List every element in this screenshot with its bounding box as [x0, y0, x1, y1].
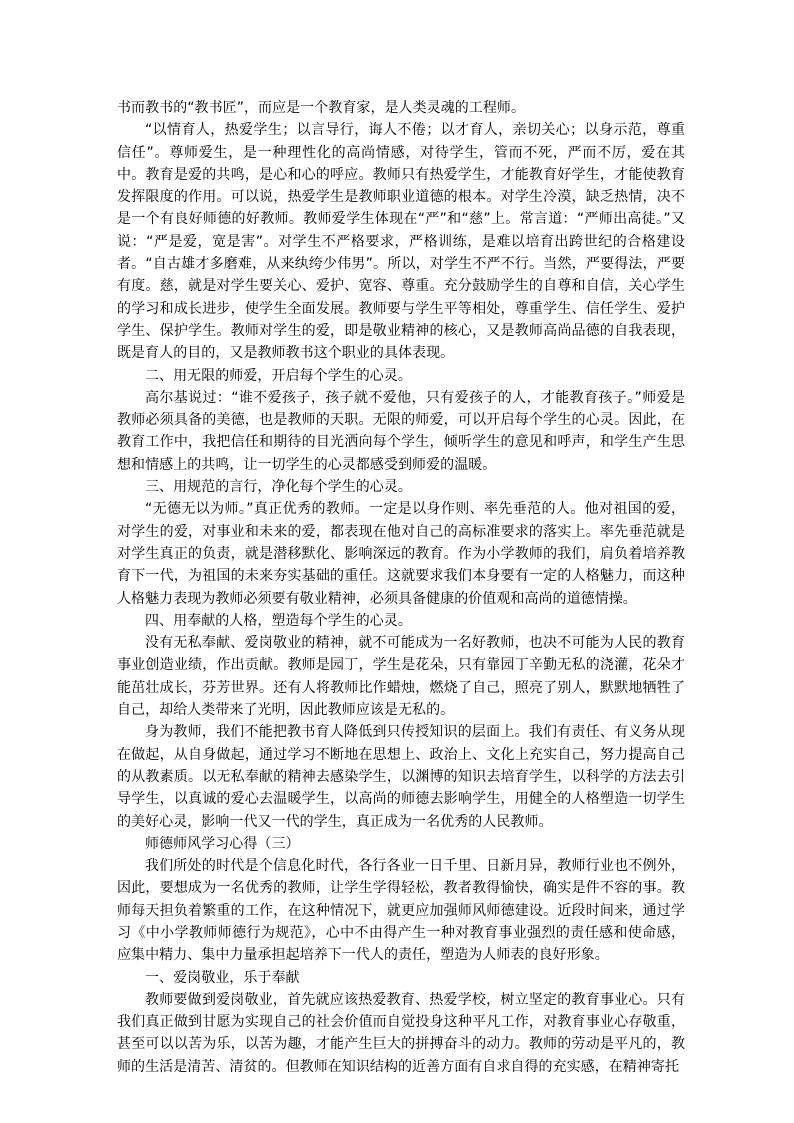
- paragraph-11: 我们所处的时代是个信息化时代，各行各业一日千里、日新月异，教师行业也不例外，因此，要想成为一名优秀的教师，让学生学得轻松，教者教得愉快，确实是件不容的事。教师每天担负着繁重的工作，在这种情况下，就更应加强师风师德建设。近段时间来，通过学习《中小学教师师德行为规范》，心中不由得产生一种对教育事业强烈的责任感和使命感，应集中精力、集中力量承担起培养下一代人的责任，塑造为人师表的良好形象。: [117, 858, 685, 964]
- paragraph-4: 高尔基说过：“谁不爱孩子，孩子就不爱他，只有爱孩子的人，才能教育孩子。”师爱是教师必须具备的美德，也是教师的天职。无限的师爱，可以开启每个学生的心灵。因此，在教育工作中，我把信任和期待的目光洒向每个学生，倾听学生的意见和呼声，和学生产生思想和情感上的共鸣，让一切学生的心灵都感受到师爱的温暖。: [117, 389, 685, 473]
- section-heading-4: 四、用奉献的人格，塑造每个学生的心灵。: [145, 612, 412, 629]
- section-heading-2: 二、用无限的师爱，开启每个学生的心灵。: [145, 367, 412, 384]
- section-heading-3: 三、用规范的言行，净化每个学生的心灵。: [145, 479, 412, 496]
- document-page: [117, 97, 685, 1078]
- paragraph-6: “无德无以为师。”真正优秀的教师。一定是以身作则、率先垂范的人。他对祖国的爱，对学生的爱，对事业和未来的爱，都表现在他对自己的高标准要求的落实上。率先垂范就是对学生真正的负责，就是潜移默化、影响深远的教育。作为小学教师的我们，肩负着培养教育下一代，为祖国的未来夯实基础的重任。这就要求我们本身要有一定的人格魅力，而这种人格魅力表现为教师必须要有敬业精神，必须具备健康的价值观和高尚的道德情操。: [117, 501, 685, 607]
- paragraph-9: 身为教师，我们不能把教书育人降低到只传授知识的层面上。我们有责任、有义务从现在做起，从自身做起，通过学习不断地在思想上、政治上、文化上充实自己，努力提高自己的从教素质。以无私奉献的精神去感染学生，以渊博的知识去培育学生，以科学的方法去引导学生，以真诚的爱心去温暖学生，以高尚的师德去影响学生，用健全的人格塑造一切学生的美好心灵，影响一代又一代的学生，真正成为一名优秀的人民教师。: [117, 724, 685, 830]
- paragraph-2: “以情育人，热爱学生；以言导行，诲人不倦；以才育人，亲切关心；以身示范，尊重信任”。尊师爱生，是一种理性化的高尚情感，对待学生，管而不死，严而不厉，爱在其中。教育是爱的共鸣，是心和心的呼应。教师只有热爱学生，才能教育好学生，才能使教育发挥限度的作用。可以说，热爱学生是教师职业道德的根本。对学生冷漠，缺乏热情，决不是一个有良好师德的好教师。教师爱学生体现在“严”和“慈”上。常言道：“严师出高徒。”又说：“严是爱，宽是害”。对学生不严格要求，严格训练，是难以培育出跨世纪的合格建设者。“自古雄才多磨难，从来纨绔少伟男”。所以，对学生不严不行。当然，严要得法，严要有度。慈，就是对学生要关心、爱护、宽容、尊重。充分鼓励学生的自尊和自信，关心学生的学习和成长进步，使学生全面发展。教师要与学生平等相处，尊重学生、信任学生、爱护学生、保护学生。教师对学生的爱，即是敬业精神的核心，又是教师高尚品德的自我表现，既是育人的目的，又是教师教书这个职业的具体表现。: [117, 122, 685, 362]
- paragraph-1: 书而教书的“教书匠”，而应是一个教育家，是人类灵魂的工程师。: [117, 100, 526, 116]
- section-heading-1b: 一、爱岗敬业，乐于奉献: [145, 969, 300, 986]
- article-title-3: 师德师风学习心得（三）: [145, 835, 300, 852]
- paragraph-8: 没有无私奉献、爱岗敬业的精神，就不可能成为一名好教师，也决不可能为人民的教育事业创造业绩，作出贡献。教师是园丁，学生是花朵，只有靠园丁辛勤无私的浇灌，花朵才能茁壮成长，芬芳世界。还有人将教师比作蜡烛，燃烧了自己，照亮了别人，默默地牺牲了自己，却给人类带来了光明，因此教师应该是无私的。: [117, 635, 685, 719]
- paragraph-13: 教师要做到爱岗敬业，首先就应该热爱教育、热爱学校，树立坚定的教育事业心。只有我们真正做到甘愿为实现自己的社会价值而自觉投身这种平凡工作，对教育事业心存敬重，甚至可以以苦为乐，以苦为趣，才能产生巨大的拼搏奋斗的动力。教师的劳动是平凡的，教师的生活是清苦、清贫的。但教师在知识结构的近善方面有自求自得的充实感，在精神寄托: [117, 991, 685, 1075]
